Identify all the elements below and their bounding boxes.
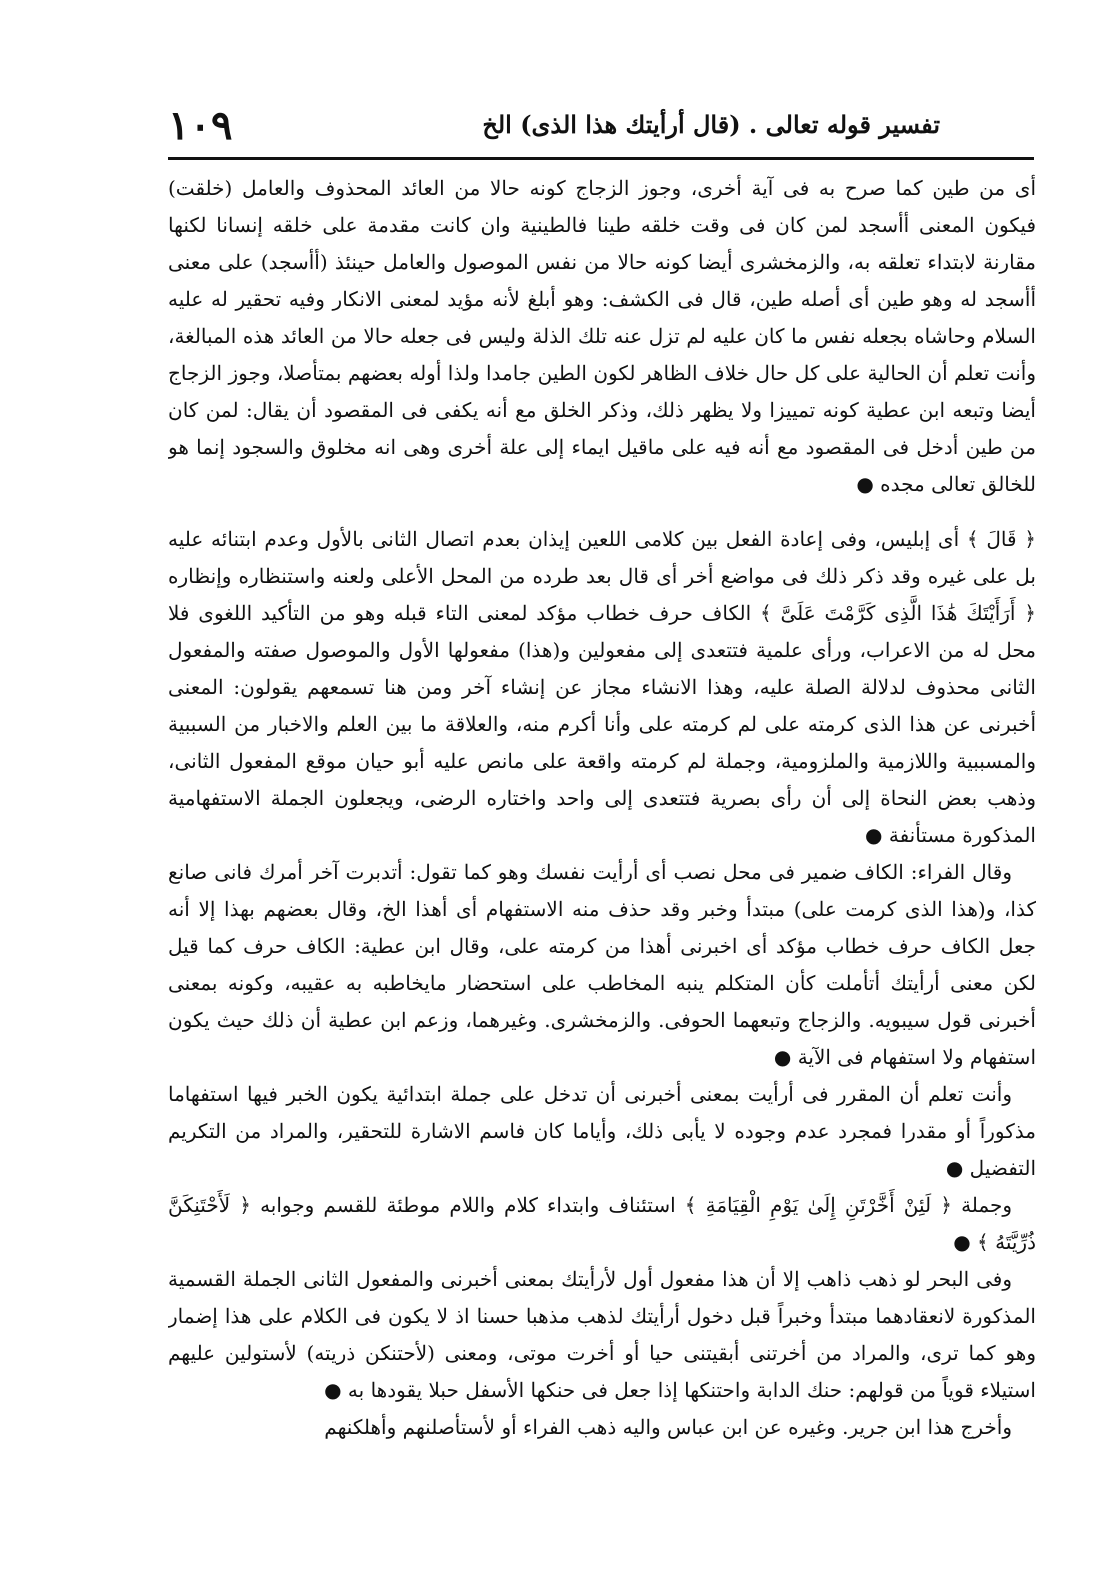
- running-title: تفسير قوله تعالى . (قال أرأيتك هذا الذى) الخ: [482, 110, 940, 139]
- paragraph: وأخرج هذا ابن جرير. وغيره عن ابن عباس واليه ذهب الفراء أو لأستأصلنهم وأهلكنهم: [324, 1415, 1012, 1439]
- page-header: [160, 102, 940, 154]
- paragraph: وأنت تعلم أن المقرر فى أرأيت بمعنى أخبرنى أن تدخل على جملة ابتدائية يكون الخبر فيها استفهاما مذكوراً أو مقدرا فمجرد عدم وجوده لا يأبى ذلك، وأياما كان فاسم الاشارة للتحقير، والمراد من التكريم التفضيل ●: [168, 1082, 1036, 1180]
- page-number: ١٠٩: [168, 102, 233, 149]
- paragraph: وفى البحر لو ذهب ذاهب إلا أن هذا مفعول أول لأرأيتك بمعنى أخبرنى والمفعول الثانى الجملة القسمية المذكورة لانعقادهما مبتدأ وخبراً قبل دخول أرأيتك لذهب مذهبا حسنا اذ لا يكون فى الكلام على هذا إضمار وهو كما ترى، والمراد من أخرتنى أبقيتنى حيا أو أخرت موتى، ومعنى (لأحتنكن ذريته) لأستولين عليهم استيلاء قوياً من قولهم: حنك الدابة واحتنكها إذا جعل فى حنكها الأسفل حبلا يقودها به ●: [168, 1267, 1036, 1402]
- paragraph: وجملة ﴿ لَئِنْ أَخَّرْتَنِ إِلَىٰ يَوْمِ الْقِيَامَةِ ﴾ استئناف وابتداء كلام واللام موطئة للقسم وجوابه ﴿ لَأَحْتَنِكَنَّ ذُرِّيَّتَهُ ﴾ ●: [168, 1193, 1036, 1254]
- header-rule: [168, 157, 1034, 160]
- paragraph: أى من طين كما صرح به فى آية أخرى، وجوز الزجاج كونه حالا من العائد المحذوف والعامل (خلقت) فيكون المعنى أأسجد لمن كان فى وقت خلقه طينا فالطينية وان كانت مقدمة على خلقه إنسانا لكنها مقارنة لابتداء تعلقه به، والزمخشرى أيضا كونه حالا من نفس الموصول والعامل حينئذ (أأسجد) على معنى أأسجد له وهو طين أى أصله طين، قال فى الكشف: وهو أبلغ لأنه مؤيد لمعنى الانكار وفيه تحقير له عليه السلام وحاشاه بجعله نفس ما كان عليه لم تزل عنه تلك الذلة وليس فى جعله حالا من العائد هذه المبالغة، وأنت تعلم أن الحالية على كل حال خلاف الظاهر لكون الطين جامدا ولذا أوله بعضهم بمتأصلا، وجوز الزجاج أيضا وتبعه ابن عطية كونه تمييزا ولا يظهر ذلك، وذكر الخلق مع أنه يكفى فى المقصود أن يقال: لمن كان من طين أدخل فى المقصود مع أنه فيه على ماقيل ايماء إلى علة أخرى وهى انه مخلوق والسجود إنما هو للخالق تعالى مجده ●: [168, 176, 1036, 496]
- paragraph: وقال الفراء: الكاف ضمير فى محل نصب أى أرأيت نفسك وهو كما تقول: أتدبرت آخر أمرك فانى صانع كذا، و(هذا الذى كرمت على) مبتدأ وخبر وقد حذف منه الاستفهام أى أهذا الخ، وقال بعضهم بهذا إلا أنه جعل الكاف حرف خطاب مؤكد أى اخبرنى أهذا من كرمته على، وقال ابن عطية: الكاف حرف كما قيل لكن معنى أرأيتك أتأملت كأن المتكلم ينبه المخاطب على استحضار مايخاطبه به عقيبه، وكونه بمعنى أخبرنى قول سيبويه. والزجاج وتبعهما الحوفى. والزمخشرى. وغيرهما، وزعم ابن عطية أن ذلك حيث يكون استفهام ولا استفهام فى الآية ●: [168, 860, 1036, 1069]
- text-body: [168, 170, 1036, 1560]
- paragraph: ﴿ قَالَ ﴾ أى إبليس، وفى إعادة الفعل بين كلامى اللعين إيذان بعدم اتصال الثانى بالأول وعدم ابتنائه عليه بل على غيره وقد ذكر ذلك فى مواضع أخر أى قال بعد طرده من المحل الأعلى ولعنه واستنظاره وإنظاره ﴿ أَرَأَيْتَكَ هَٰذَا الَّذِى كَرَّمْتَ عَلَىَّ ﴾ الكاف حرف خطاب مؤكد لمعنى التاء قبله وهو من التأكيد اللغوى فلا محل له من الاعراب، ورأى علمية فتتعدى إلى مفعولين و(هذا) مفعولها الأول والموصول صفته والمفعول الثانى محذوف لدلالة الصلة عليه، وهذا الانشاء مجاز عن إنشاء آخر ومن هنا تسمعهم يقولون: المعنى أخبرنى عن هذا الذى كرمته على لم كرمته على وأنا أكرم منه، والعلاقة ما بين العلم والاخبار من السببية والمسببية واللازمية والملزومية، وجملة لم كرمته واقعة على مانص عليه أبو حيان موقع المفعول الثانى، وذهب بعض النحاة إلى أن رأى بصرية فتتعدى إلى واحد واختاره الرضى، ويجعلون الجملة الاستفهامية المذكورة مستأنفة ●: [168, 527, 1036, 847]
